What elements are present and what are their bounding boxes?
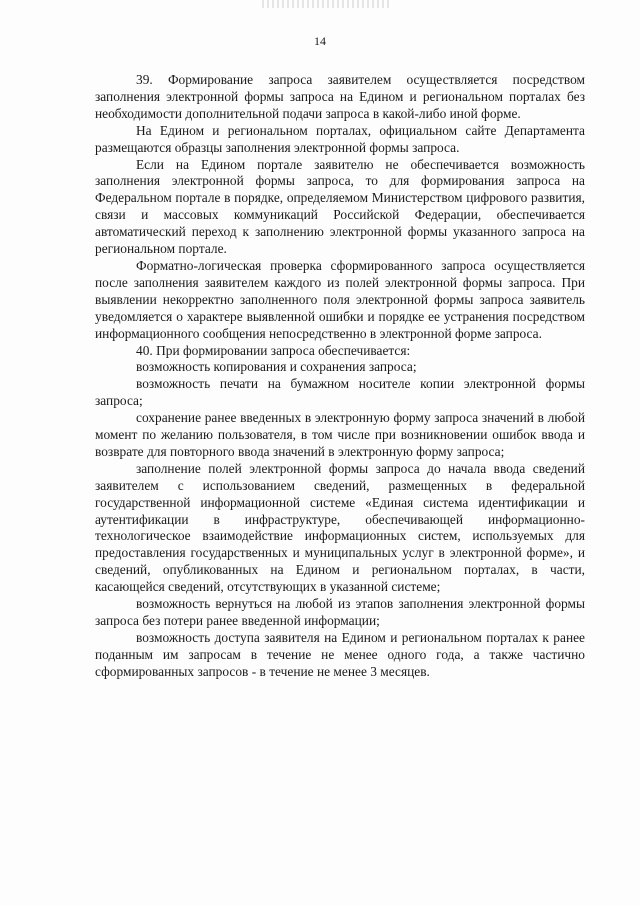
paragraph-federal-portal: Если на Едином портале заявителю не обеспечивается возможность заполнения электронной формы запроса, то для формирования запроса на Федеральном портале в порядке, определяемом Министерством цифрового развития, связи и массовых коммуникаций Российской Федерации, обеспечивается автоматический переход к заполнению электронной формы указанного запроса на региональном портале. [95,156,585,257]
paragraph-validation: Форматно-логическая проверка сформированного запроса осуществляется после заполнения заявителем каждого из полей электронной формы запроса. При выявлении некорректно заполненного поля электронной формы запроса заявитель уведомляется о характере выявленной ошибки и порядке ее устранения посредством информационного сообщения непосредственно в электронной форме запроса. [95,257,585,341]
list-item: возможность печати на бумажном носителе копии электронной формы запроса; [95,376,585,409]
page-number: 14 [314,34,326,48]
paragraph-samples: На Едином и региональном порталах, официальном сайте Департамента размещаются образцы заполнения электронной формы запроса. [95,122,585,155]
list-item: возможность копирования и сохранения запроса; [136,359,417,375]
list-item: возможность доступа заявителя на Едином и региональном порталах к ранее поданным им запросам в течение не менее одного года, а также частично сформированных запросов - в течение не менее 3 месяцев. [95,629,585,679]
scan-artifact [262,0,392,8]
paragraph-39: 39. Формирование запроса заявителем осуществляется посредством заполнения электронной формы запроса на Едином и региональном порталах без необходимости дополнительной подачи запроса в какой-либо иной форме. [95,72,585,121]
list-item: сохранение ранее введенных в электронную форму запроса значений в любой момент по желанию пользователя, в том числе при возникновении ошибок ввода и возврате для повторного ввода значений в электронную форму запроса; [95,410,585,459]
document-body [95,72,585,681]
paragraph-40: 40. При формировании запроса обеспечивается: [136,342,411,358]
list-item: заполнение полей электронной формы запроса до начала ввода сведений заявителем с использованием сведений, размещенных в федеральной государственной информационной системе «Единая система идентификации и аутентификации в инфраструктуре, обеспечивающей информационно-технологическое взаимодействие информационных систем, используемых для предоставления государственных и муниципальных услуг в электронной форме», и сведений, опубликованных на Едином и региональном порталах, в части, касающейся сведений, отсутствующих в указанной системе; [95,460,585,595]
list-item: возможность вернуться на любой из этапов заполнения электронной формы запроса без потери ранее введенной информации; [95,596,585,628]
